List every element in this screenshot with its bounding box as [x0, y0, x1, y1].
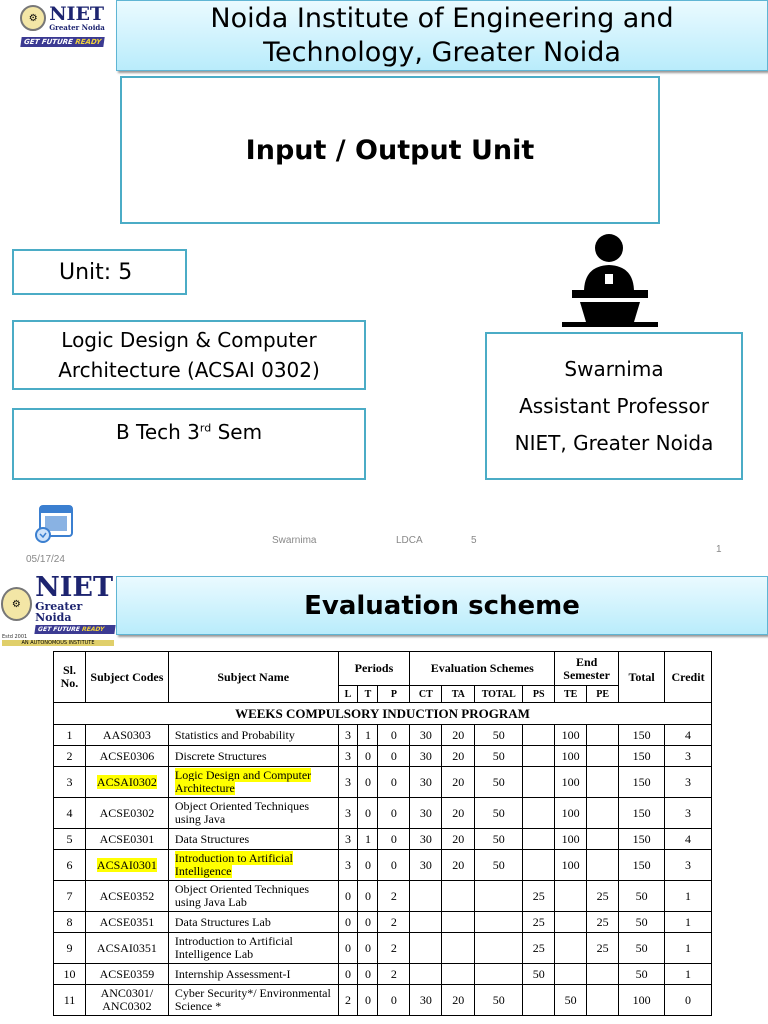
- cell-pe: 25: [587, 933, 619, 964]
- niet-seal-icon: ⚙: [20, 5, 46, 31]
- unit-box: [12, 249, 187, 295]
- header-title-bar: [116, 0, 768, 71]
- cell-ta: 20: [442, 985, 475, 1016]
- table-row: [54, 829, 712, 850]
- cell-l: 0: [338, 964, 358, 985]
- header-periods: Periods: [338, 652, 410, 686]
- cell-ta: [442, 881, 475, 912]
- cell-ta: 20: [442, 798, 475, 829]
- footer-page: 1: [716, 544, 722, 555]
- cell-code: ACSE0359: [85, 964, 168, 985]
- table-row: [54, 912, 712, 933]
- cell-total: 50: [619, 912, 665, 933]
- cell-ta: 20: [442, 850, 475, 881]
- cell-l: 3: [338, 798, 358, 829]
- subheader-p: P: [378, 686, 410, 703]
- cell-ct: 30: [410, 746, 442, 767]
- cell-t: 0: [358, 881, 378, 912]
- table-row: [54, 767, 712, 798]
- cell-p: 2: [378, 912, 410, 933]
- cell-total: 50: [619, 881, 665, 912]
- subject-label: Logic Design & Computer Architecture (ACSAI 0302): [58, 328, 320, 382]
- highlighted-text: ACSAI0301: [96, 857, 157, 872]
- cell-code: ACSE0301: [85, 829, 168, 850]
- cell-p: 0: [378, 746, 410, 767]
- cell-t: 0: [358, 912, 378, 933]
- cell-sl: 3: [54, 767, 86, 798]
- presenter-box: [485, 332, 743, 480]
- cell-credit: 3: [665, 850, 712, 881]
- cell-total: 150: [619, 725, 665, 746]
- cell-t: 0: [358, 746, 378, 767]
- cell-total: 50: [475, 725, 523, 746]
- cell-t: 0: [358, 798, 378, 829]
- header-eval: Evaluation Schemes: [410, 652, 555, 686]
- cell-ta: [442, 964, 475, 985]
- subheader-t: T: [358, 686, 378, 703]
- cell-credit: 4: [665, 829, 712, 850]
- cell-ps: [523, 767, 555, 798]
- cell-ct: 30: [410, 725, 442, 746]
- highlighted-text: Logic Design and Computer Architecture: [174, 768, 312, 795]
- cell-te: [555, 964, 587, 985]
- cell-name: Cyber Security*/ Environmental Science *: [168, 985, 338, 1016]
- cell-l: 3: [338, 829, 358, 850]
- cell-credit: 3: [665, 746, 712, 767]
- cell-credit: 1: [665, 881, 712, 912]
- cell-code: ACSE0351: [85, 912, 168, 933]
- header-sl: Sl. No.: [54, 652, 86, 703]
- cell-code: AAS0303: [85, 725, 168, 746]
- cell-name: Data Structures Lab: [168, 912, 338, 933]
- logo-motto: AN AUTONOMOUS INSTITUTE: [2, 640, 114, 646]
- cell-code: ANC0301/ ANC0302: [85, 985, 168, 1016]
- course-box: [12, 408, 366, 480]
- cell-t: 0: [358, 933, 378, 964]
- cell-t: 1: [358, 725, 378, 746]
- cell-p: 0: [378, 798, 410, 829]
- subheader-te: TE: [555, 686, 587, 703]
- cell-total: 50: [475, 767, 523, 798]
- cell-ct: [410, 881, 442, 912]
- cell-pe: [587, 725, 619, 746]
- cell-l: 0: [338, 933, 358, 964]
- footer-author: Swarnima: [272, 535, 317, 546]
- cell-total: 150: [619, 798, 665, 829]
- cell-l: 3: [338, 767, 358, 798]
- cell-sl: 7: [54, 881, 86, 912]
- cell-ta: 20: [442, 829, 475, 850]
- cell-te: 100: [555, 746, 587, 767]
- header-credit: Credit: [665, 652, 712, 703]
- cell-ct: [410, 933, 442, 964]
- cell-ta: [442, 912, 475, 933]
- cell-code: [85, 850, 168, 881]
- cell-p: 2: [378, 881, 410, 912]
- cell-t: 0: [358, 964, 378, 985]
- cell-code: ACSAI0351: [85, 933, 168, 964]
- cell-name: Discrete Structures: [168, 746, 338, 767]
- cell-ta: [442, 933, 475, 964]
- cell-name: Object Oriented Techniques using Java Lab: [168, 881, 338, 912]
- header-code: Subject Codes: [85, 652, 168, 703]
- niet-seal-icon: ⚙: [1, 587, 33, 621]
- logo-sub: Greater Noida: [35, 600, 83, 624]
- cell-ps: 25: [523, 912, 555, 933]
- cell-total: 50: [475, 746, 523, 767]
- cell-p: 0: [378, 850, 410, 881]
- cell-total: 150: [619, 829, 665, 850]
- evaluation-table: [53, 651, 712, 1016]
- calendar-icon: [34, 500, 76, 544]
- cell-te: 100: [555, 767, 587, 798]
- cell-total: [475, 933, 523, 964]
- footer-date: 05/17/24: [26, 554, 65, 565]
- cell-total: [475, 964, 523, 985]
- cell-l: 3: [338, 746, 358, 767]
- cell-te: [555, 912, 587, 933]
- cell-code: [85, 767, 168, 798]
- subject-box: [12, 320, 366, 390]
- cell-code: ACSE0302: [85, 798, 168, 829]
- cell-l: 0: [338, 881, 358, 912]
- cell-te: [555, 933, 587, 964]
- cell-t: 0: [358, 985, 378, 1016]
- cell-ps: 50: [523, 964, 555, 985]
- cell-ps: [523, 829, 555, 850]
- cell-name: [168, 850, 338, 881]
- cell-t: 0: [358, 767, 378, 798]
- cell-pe: 25: [587, 881, 619, 912]
- cell-name: [168, 767, 338, 798]
- cell-ps: [523, 850, 555, 881]
- cell-te: [555, 881, 587, 912]
- table-row: [54, 746, 712, 767]
- cell-credit: 1: [665, 933, 712, 964]
- cell-sl: 11: [54, 985, 86, 1016]
- cell-total: 50: [475, 850, 523, 881]
- cell-pe: [587, 964, 619, 985]
- cell-l: 2: [338, 985, 358, 1016]
- cell-te: 100: [555, 725, 587, 746]
- cell-l: 3: [338, 850, 358, 881]
- cell-total: 150: [619, 746, 665, 767]
- table-row: [54, 850, 712, 881]
- cell-t: 1: [358, 829, 378, 850]
- cell-pe: [587, 985, 619, 1016]
- cell-ct: 30: [410, 850, 442, 881]
- table-row: [54, 881, 712, 912]
- slide2-title-bar: [116, 576, 768, 635]
- cell-ct: 30: [410, 829, 442, 850]
- cell-pe: [587, 798, 619, 829]
- cell-ta: 20: [442, 746, 475, 767]
- logo-name: NIET: [35, 572, 114, 603]
- cell-total: 50: [475, 985, 523, 1016]
- cell-credit: 3: [665, 767, 712, 798]
- cell-pe: [587, 829, 619, 850]
- table-row: [54, 725, 712, 746]
- cell-p: 2: [378, 933, 410, 964]
- cell-p: 0: [378, 985, 410, 1016]
- cell-p: 0: [378, 725, 410, 746]
- cell-total: 100: [619, 985, 665, 1016]
- cell-ps: 25: [523, 881, 555, 912]
- cell-name: Data Structures: [168, 829, 338, 850]
- cell-code: ACSE0306: [85, 746, 168, 767]
- cell-credit: 3: [665, 798, 712, 829]
- presenter-designation: Assistant Professor: [519, 393, 709, 418]
- cell-ps: [523, 985, 555, 1016]
- cell-ta: 20: [442, 767, 475, 798]
- cell-total: 50: [619, 964, 665, 985]
- presenter-org: NIET, Greater Noida: [514, 430, 714, 455]
- table-row: [54, 985, 712, 1016]
- cell-credit: 0: [665, 985, 712, 1016]
- cell-sl: 5: [54, 829, 86, 850]
- header-title: Noida Institute of Engineering and Technology, Greater Noida: [210, 2, 674, 68]
- subheader-pe: PE: [587, 686, 619, 703]
- cell-name: Object Oriented Techniques using Java: [168, 798, 338, 829]
- cell-l: 3: [338, 725, 358, 746]
- cell-ps: 25: [523, 933, 555, 964]
- cell-total: [475, 912, 523, 933]
- cell-name: Statistics and Probability: [168, 725, 338, 746]
- header-end-semester: End Semester: [555, 652, 619, 686]
- presenter-name: Swarnima: [564, 356, 664, 381]
- cell-sl: 9: [54, 933, 86, 964]
- highlighted-text: ACSAI0302: [96, 774, 157, 789]
- table-row: [54, 964, 712, 985]
- highlighted-text: Introduction to Artificial Intelligence: [174, 851, 293, 878]
- cell-ps: [523, 725, 555, 746]
- logo-tagline: GET FUTURE READY: [34, 625, 116, 634]
- cell-ct: [410, 912, 442, 933]
- logo-tagline: GET FUTURE READY: [20, 37, 105, 47]
- table-row: [54, 798, 712, 829]
- cell-ta: 20: [442, 725, 475, 746]
- table-row: [54, 933, 712, 964]
- cell-te: 100: [555, 798, 587, 829]
- cell-sl: 4: [54, 798, 86, 829]
- subheader-ps: PS: [523, 686, 555, 703]
- cell-pe: [587, 767, 619, 798]
- subheader-total: TOTAL: [475, 686, 523, 703]
- cell-p: 2: [378, 964, 410, 985]
- cell-ps: [523, 798, 555, 829]
- niet-logo: [20, 5, 105, 47]
- cell-total: 50: [475, 829, 523, 850]
- cell-p: 0: [378, 829, 410, 850]
- cell-te: 50: [555, 985, 587, 1016]
- cell-sl: 2: [54, 746, 86, 767]
- cell-credit: 1: [665, 912, 712, 933]
- cell-code: ACSE0352: [85, 881, 168, 912]
- cell-p: 0: [378, 767, 410, 798]
- unit-label: Unit: 5: [59, 259, 133, 285]
- cell-pe: 25: [587, 912, 619, 933]
- footer-unit: 5: [471, 535, 477, 546]
- cell-pe: [587, 746, 619, 767]
- cell-total: 150: [619, 850, 665, 881]
- logo-estd: Estd 2001: [2, 634, 28, 640]
- main-title-box: [120, 76, 660, 224]
- cell-total: 150: [619, 767, 665, 798]
- course-label: B Tech 3rd Sem: [115, 420, 263, 444]
- niet-logo-2: [2, 574, 114, 646]
- footer-course: LDCA: [396, 535, 423, 546]
- subheader-ct: CT: [410, 686, 442, 703]
- slide2-title: Evaluation scheme: [304, 590, 580, 621]
- cell-te: 100: [555, 850, 587, 881]
- presenter-icon: [560, 232, 660, 328]
- cell-ct: [410, 964, 442, 985]
- cell-name: Introduction to Artificial Intelligence Lab: [168, 933, 338, 964]
- logo-sub: Greater Noida: [49, 23, 105, 32]
- logo-name: NIET: [49, 3, 105, 25]
- section-induction: WEEKS COMPULSORY INDUCTION PROGRAM: [54, 703, 712, 725]
- cell-total: [475, 881, 523, 912]
- cell-sl: 6: [54, 850, 86, 881]
- cell-sl: 10: [54, 964, 86, 985]
- cell-ct: 30: [410, 798, 442, 829]
- header-name: Subject Name: [168, 652, 338, 703]
- cell-ct: 30: [410, 985, 442, 1016]
- cell-pe: [587, 850, 619, 881]
- cell-total: 50: [619, 933, 665, 964]
- cell-te: 100: [555, 829, 587, 850]
- cell-name: Internship Assessment-I: [168, 964, 338, 985]
- subheader-ta: TA: [442, 686, 475, 703]
- cell-credit: 1: [665, 964, 712, 985]
- cell-sl: 8: [54, 912, 86, 933]
- cell-sl: 1: [54, 725, 86, 746]
- main-title: Input / Output Unit: [245, 134, 535, 166]
- header-total: Total: [619, 652, 665, 703]
- cell-l: 0: [338, 912, 358, 933]
- cell-ct: 30: [410, 767, 442, 798]
- cell-ps: [523, 746, 555, 767]
- cell-total: 50: [475, 798, 523, 829]
- cell-t: 0: [358, 850, 378, 881]
- subheader-l: L: [338, 686, 358, 703]
- cell-credit: 4: [665, 725, 712, 746]
